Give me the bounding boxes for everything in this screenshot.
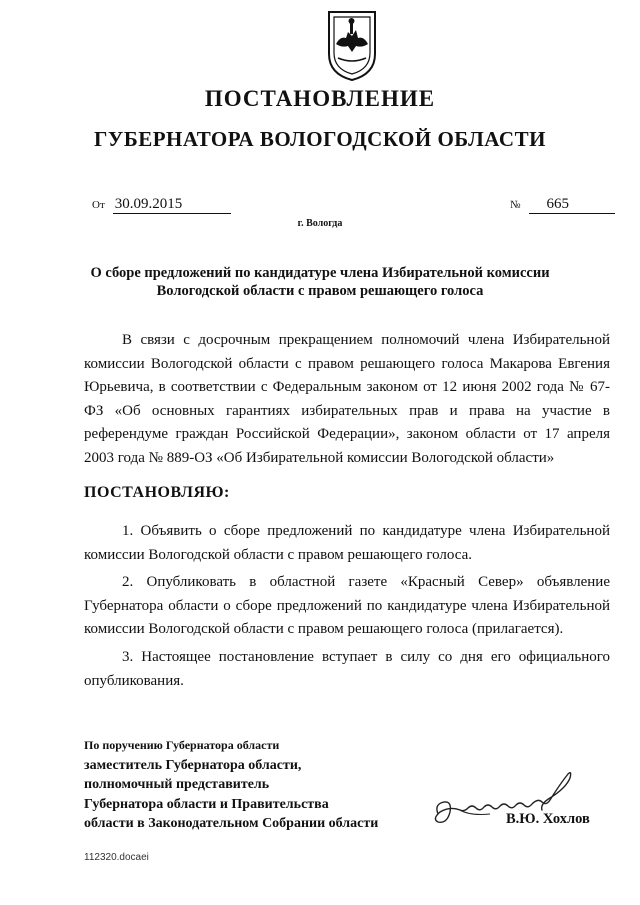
decree-item-3: 3. Настоящее постановление вступает в силу со дня его официального опубликования. — [84, 648, 610, 689]
signer-name: В.Ю. Хохлов — [506, 811, 590, 827]
decree-word: ПОСТАНОВЛЯЮ: — [84, 484, 230, 501]
decree-item-2: 2. Опубликовать в областной газете «Красный Север» объявление Губернатора области о сборе предложений по кандидатуре члена Избирательной комиссии Вологодской области с правом решающего голоса (прилагается). — [84, 574, 610, 638]
date-value: 30.09.2015 — [113, 196, 231, 214]
city-label: г. Вологда — [297, 218, 343, 229]
signatory-line-3: полномочный представитель — [84, 777, 270, 792]
signatory-line-5: области в Законодательном Собрании области — [84, 816, 379, 831]
document-subtitle: ГУБЕРНАТОРА ВОЛОГОДСКОЙ ОБЛАСТИ — [94, 127, 546, 151]
decree-items — [84, 520, 610, 693]
signatory-line-1: По поручению Губернатора области — [84, 738, 280, 752]
signatory-line-2: заместитель Губернатора области, — [84, 757, 302, 773]
document-title: ПОСТАНОВЛЕНИЕ — [204, 86, 436, 111]
signatory-line-4: Губернатора области и Правительства — [84, 796, 329, 812]
date-label: От — [92, 199, 105, 211]
number-field — [510, 196, 615, 214]
number-value: 665 — [529, 196, 615, 214]
number-label: № — [510, 199, 521, 211]
signatory-title-block — [84, 736, 378, 834]
coat-of-arms-icon — [326, 8, 378, 82]
heading-line-1: О сборе предложений по кандидатуре члена Избирательной комиссии — [90, 265, 550, 281]
date-field — [92, 196, 231, 214]
heading-line-2: Вологодской области с правом решающего голоса — [156, 283, 484, 299]
document-reference: 112320.docaei — [84, 852, 149, 863]
intro-paragraph: В связи с досрочным прекращением полномочий члена Избирательной комиссии Вологодской области с правом решающего голоса Макарова Евгения Юрьевича, в соответствии с Федеральным законом от 12 июня 2002 года № 67-ФЗ «Об основных гарантиях избирательных прав и права на участие в референдуме граждан Российской Федерации», законом области от 17 апреля 2003 года № 889-ОЗ «Об Избирательной комиссии Вологодской области» — [84, 332, 610, 466]
document-heading — [80, 264, 560, 300]
decree-item-1: 1. Объявить о сборе предложений по кандидатуре члена Избирательной комиссии Вологодской области с правом решающего голоса. — [84, 523, 610, 563]
